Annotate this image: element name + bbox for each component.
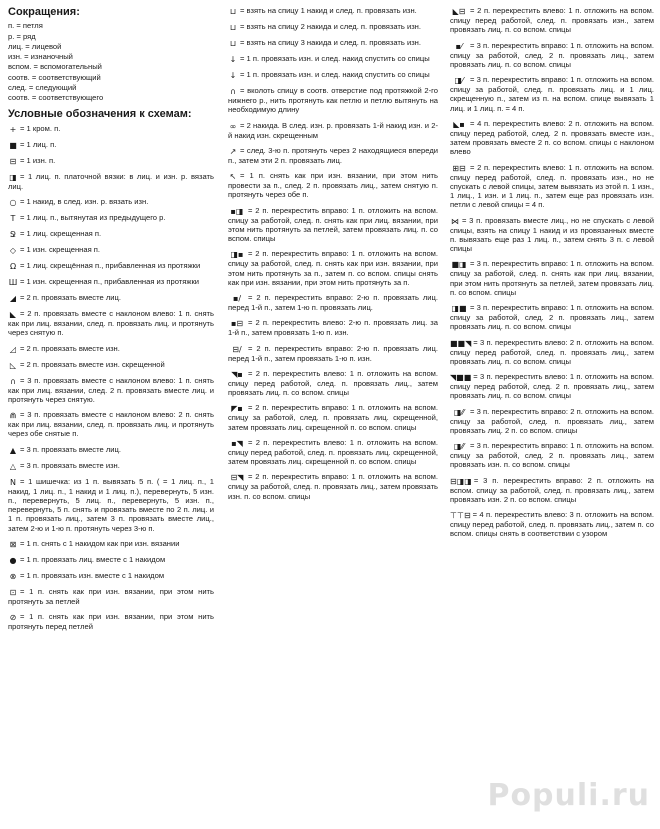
chart-symbol-icon: ◨⁄⁄	[453, 442, 465, 451]
chart-symbol-icon: ◇	[9, 246, 17, 256]
legend-entry	[8, 477, 214, 533]
legend-entry-text: = 1 изн. скрещенная п.	[20, 245, 101, 255]
legend-entry	[8, 309, 214, 338]
chart-symbol-icon: ◿	[9, 344, 17, 354]
legend-entry-text: = 2 п. провязать вместе изн.	[20, 343, 120, 353]
legend-entry-text: = взять на спицу 3 накида и след. п. провязать изн.	[240, 38, 421, 47]
chart-symbol-icon: △	[9, 461, 17, 471]
chart-symbol-icon: Ш	[8, 278, 18, 288]
legend-entry	[8, 245, 214, 255]
legend-entry-text: = 2 п. перекрестить вправо: 1 п. отложить на вспом. спицу за работой, след. п. снять как при лиц. вязании, при этом нить протянуть за петлей, затем провязать лиц. п. со вспом. спицы	[228, 205, 438, 243]
legend-entry-text: = 2 п. перекрестить влево: 1 п. отложить на вспом. спицу перед работой, след. п. провязать изн., но не спускать с левой спицы, затем вывязать из этой п. 1 изн., 1 лиц., 1 изн. и 1 лиц. п., затем еще раз провязать изн. петли с левой спицы = 4 п.	[450, 162, 654, 210]
legend-entry	[8, 140, 214, 150]
chart-symbol-icon: ⊡	[9, 587, 17, 597]
legend-entry-text: = 3 п. перекрестить вправо: 1 п. отложить на вспом. спицу за работой, след. п. провязать лиц. и 1 лиц. скрещенную п., затем из п. на вспом. спице вывязать 1 лиц. и 1 лиц. п. = 4 п.	[450, 75, 654, 113]
legend-entry	[228, 369, 438, 398]
legend-entry-text: = 1 кром. п.	[20, 123, 61, 133]
legend-entry	[228, 438, 438, 467]
legend-entry-text: = 4 п. перекрестить влево: 2 п. отложить на вспом. спицу перед работой, след. 2 п. провязать вместе изн., затем провязать вместе 2 п. со вспом. спицы с наклоном влево	[450, 118, 654, 157]
legend-entry	[228, 54, 438, 64]
legend-entry	[228, 146, 438, 165]
chart-symbol-icon: ○	[9, 198, 17, 208]
chart-symbol-icon: Ջ	[9, 230, 17, 240]
chart-symbol-icon: ▪◨	[230, 206, 244, 216]
legend-entry	[228, 38, 438, 48]
chart-symbol-icon: ◨■	[451, 304, 467, 313]
legend-entry	[228, 206, 438, 244]
legend-entry-text: = 2 п. провязать вместе изн. скрещенной	[20, 359, 165, 369]
legend-entry	[228, 86, 438, 115]
chart-symbol-icon: ⊔	[229, 39, 237, 48]
legend-entry-text: = взять на спицу 1 накид и след. п. провязать изн.	[240, 6, 417, 15]
chart-symbol-icon: ■	[9, 140, 17, 150]
abbreviation-item: п. = петля	[8, 21, 43, 31]
abbreviation-item: след. = следующий	[8, 82, 77, 92]
chart-symbol-icon: ⊘	[9, 613, 17, 623]
chart-symbol-icon: ◢	[9, 294, 17, 304]
chart-symbol-icon: ⋒	[9, 411, 17, 421]
legend-entry-text: = 1 п. провязать изн. вместе с 1 накидом	[20, 570, 165, 580]
abbreviations-title: Сокращения:	[8, 6, 80, 18]
legend-entry-text: = 2 п. перекрестить вправо: 1 п. отложить на вспом. спицу за работой, след. п. провязать лиц., затем провязать изн. п. со вспом. спицы	[228, 472, 438, 501]
legend-list-1	[8, 124, 214, 632]
chart-symbol-icon: ◺	[9, 360, 17, 370]
chart-symbol-icon: ⊟◨◨	[450, 476, 472, 486]
abbreviation-item: лиц. = лицевой	[8, 41, 62, 51]
column-1	[8, 6, 214, 637]
legend-entry	[450, 163, 654, 210]
legend-entry-text: = 1 лиц. п. платочной вязки: в лиц. и изн. р. вязать лиц.	[8, 171, 214, 191]
chart-symbol-icon: ⊟◥	[230, 473, 244, 483]
legend-entry	[8, 445, 214, 455]
legend-entry-text: = вколоть спицу в соотв. отверстие под протяжкой 2-го нижнего р., нить протянуть как петлю и петлю вытянуть на необходимую длину	[228, 86, 438, 115]
legend-entry	[228, 121, 438, 140]
legend-entry	[228, 171, 438, 200]
chart-symbol-icon: ◣	[9, 310, 17, 320]
legend-entry-text: = 1 лиц. п., вытянутая из предыдущего р.	[20, 213, 166, 223]
chart-symbol-icon: ∩	[230, 87, 236, 96]
legend-entry-text: = 1 п. снять как при изн. вязании, при этом нить протянуть за петлей	[8, 586, 214, 606]
legend-entry	[228, 472, 438, 501]
legend-entry-text: = 2 п. перекрестить влево: 2-ю п. провязать лиц. за 1-й п., затем провязать 1-ю п. изн.	[228, 318, 438, 338]
legend-entry	[450, 407, 654, 436]
legend-entry	[8, 612, 214, 631]
chart-symbol-icon: ◣⊟	[452, 7, 466, 16]
legend-entry-text: = 2 накида. В след. изн. р. провязать 1-й накид изн. и 2-й накид изн. скрещенным	[228, 120, 438, 140]
legend-entry-text: = 2 п. провязать вместе с наклоном влево: 1 п. снять как при лиц. вязании, след. п. провязать лиц. и протянуть через снятую п.	[8, 309, 214, 338]
legend-entry-text: = 3 п. перекрестить вправо: 2 п. отложить на вспом. спицу за работой, след. п. провязать лиц., затем провязать лиц. 2 п. со вспом. спицы	[450, 406, 654, 435]
legend-entry-text: = 1 лиц. скрещенная п.	[20, 229, 102, 239]
legend-entry	[450, 441, 654, 470]
legend-entry-text: = 2 п. перекрестить влево: 1 п. отложить на вспом. спицу перед работой, след. п. провязать лиц., затем провязать лиц. п. со вспом. спицы	[228, 368, 438, 397]
legend-entry	[8, 277, 214, 287]
chart-symbol-icon: ◨⁄	[454, 76, 464, 85]
chart-symbol-icon: ▪◥	[231, 438, 243, 448]
legend-entry-text: = 3 п. провязать вместе изн.	[20, 460, 120, 470]
chart-symbol-icon: ◣▪	[453, 119, 465, 129]
legend-entry	[8, 293, 214, 303]
legend-list-3	[450, 6, 654, 539]
legend-entry	[8, 229, 214, 239]
abbreviations-list	[8, 21, 214, 102]
abbreviation-item: соотв. = соответствующего	[8, 93, 104, 103]
legend-entry	[8, 261, 214, 271]
legend-entry	[8, 410, 214, 439]
chart-symbol-icon: ◨⁄⁄	[453, 407, 465, 417]
abbreviation-item: вспом. = вспомогательный	[8, 62, 102, 72]
legend-entry	[228, 293, 438, 312]
legend-entry-text: = след. 3-ю п. протянуть через 2 находящиеся впереди п., затем эти 2 п. провязать лиц.	[228, 145, 438, 165]
chart-symbol-icon: ■◨	[451, 260, 467, 270]
legend-entry	[8, 571, 214, 581]
legend-entry	[450, 476, 654, 505]
legend-entry-text: = 1 п. провязать изн. и след. накид спустить со спицы	[240, 70, 430, 79]
chart-symbol-icon: ∞	[229, 121, 237, 131]
legend-entry-text: = 1 накид, в след. изн. р. вязать изн.	[20, 197, 149, 207]
legend-entry	[450, 75, 654, 113]
legend-entry-text: = 3 п. перекрестить вправо: 2 п. отложить на вспом. спицу за работой, след. п. провязать лиц., затем провязать изн. 2 п. со вспом. спицы	[450, 475, 654, 504]
legend-entry-text: = 2 п. перекрестить вправо: 2-ю п. провязать лиц. перед 1-й п., затем провязать 1-ю п. изн.	[228, 343, 438, 363]
legend-entry	[8, 156, 214, 166]
legend-entry-text: = 1 лиц. скрещённая п., прибавленная из протяжки	[20, 261, 201, 271]
legend-entry	[228, 70, 438, 80]
legend-entry	[228, 6, 438, 16]
legend-entry-text: = 1 изн. п.	[20, 155, 56, 165]
legend-entry-text: = 2 п. провязать вместе лиц.	[20, 293, 121, 303]
legend-entry-text: = 3 п. провязать вместе лиц.	[20, 444, 121, 454]
column-3	[450, 6, 654, 545]
abbreviation-item: р. = ряд	[8, 31, 36, 41]
column-2	[228, 6, 438, 507]
legend-entry	[450, 259, 654, 297]
legend-entry-text: = 3 п. провязать вместе с наклоном влево: 1 п. снять как при лиц. вязании, след. 2 п. провязать вместе лиц. и протянуть через снятую.	[8, 375, 214, 404]
legend-entry-text: = 1 п. провязать изн. и след. накид спустить со спицы	[240, 54, 430, 63]
chart-symbol-icon: ⊟	[9, 156, 17, 166]
legend-entry-text: = 1 п. снять как при изн. вязании, при этом нить протянуть перед петлей	[8, 612, 214, 632]
legend-entry-text: = 3 п. перекрестить вправо: 1 п. отложить на вспом. спицу за работой, след. 2 п. провязать лиц., затем провязать изн. п. со вспом. спицы	[450, 441, 654, 470]
chart-symbol-icon: ⊞⊟	[452, 163, 466, 173]
chart-symbol-icon: ▪/	[232, 294, 242, 303]
legend-entry	[8, 213, 214, 223]
chart-symbol-icon: ◨▪	[230, 250, 244, 260]
chart-symbol-icon: T	[10, 214, 16, 224]
chart-symbol-icon: ●	[9, 555, 17, 565]
chart-symbol-icon: ⊠	[9, 539, 17, 549]
chart-symbol-icon: ▲	[9, 445, 17, 455]
chart-symbol-icon: ↗	[229, 146, 237, 156]
legend-entry	[8, 172, 214, 191]
legend-entry-text: = 3 п. перекрестить влево: 1 п. отложить на вспом. спицу перед работой, след. 2 п. провязать лиц., затем провязать лиц. п. со вспом. спицы	[450, 372, 654, 401]
chart-symbol-icon: +	[9, 124, 17, 134]
legend-entry	[450, 6, 654, 35]
legend-entry	[8, 461, 214, 471]
legend-entry-text: = 3 п. провязать вместе с наклоном влево: 2 п. снять как при лиц. вязании, след. п. провязать лиц. и протянуть через обе снятые п.	[8, 410, 214, 439]
chart-symbol-icon: ↓	[229, 55, 237, 64]
legend-entry-text: = 2 п. перекрестить влево: 1 п. отложить на вспом. спицу перед работой, след. п. провязать лиц. скрещенной, затем провязать лиц. скрещенной п. со вспом. спицы	[228, 437, 438, 466]
chart-symbol-icon: ∩	[10, 376, 16, 386]
legend-entry	[8, 360, 214, 370]
legend-entry-text: = 1 п. провязать лиц. вместе с 1 накидом	[20, 554, 166, 564]
legend-entry-text: = 1 п. снять с 1 накидом как при изн. вязании	[20, 538, 180, 548]
legend-entry	[228, 318, 438, 337]
chart-symbol-icon: ⊤⊤⊟	[450, 511, 471, 520]
legend-entry-text: = 2 п. перекрестить вправо: 1 п. отложить на вспом. спицу за работой, след. п. снять как при изн. вязании, при этом нить протянуть за п., затем п. со вспом. спицы снять как при изн. вязании, при этом нить протянуть за п.	[228, 249, 438, 287]
legend-entry	[228, 344, 438, 363]
watermark-logo: Populi.ru	[487, 778, 650, 814]
chart-symbol-icon: ▪⁄	[455, 41, 463, 51]
legend-list-2	[228, 6, 438, 501]
legend-entry-text: = 1 лиц. п.	[20, 139, 57, 149]
legend-entry	[8, 344, 214, 354]
abbreviation-item: соотв. = соответствующий	[8, 72, 101, 82]
legend-entry-text: = взять на спицу 2 накида и след. п. провязать изн.	[240, 22, 421, 31]
chart-symbol-icon: Ν	[10, 477, 16, 487]
chart-symbol-icon: ◥▪	[231, 369, 243, 379]
legend-entry-text: = 3 п. провязать вместе лиц., но не спускать с левой спицы, взять на спицу 1 накид и из провязанных вместе п. вывязать еще раз 1 лиц. п., затем снять 3 п. с левой спицы	[450, 215, 654, 253]
legend-entry-text: = 1 шишечка: из 1 п. вывязать 5 п. ( = 1 лиц. п., 1 накид, 1 лиц. п., 1 накид и 1 лиц. п.), перевернуть, 5 изн. п., перевернуть, 5 лиц. п., перевернуть, 5 изн. п., перевернуть, 5 п. снять и провязать вместе по 2 п. лиц. и 1 п. провязать лиц., затем 3 п. провязать вместе лиц., затем 2-ю и 1-ю п. протянуть через 3-ю п.	[8, 476, 214, 533]
chart-symbol-icon: ⊗	[9, 571, 17, 581]
chart-symbol-icon: ◤▪	[231, 404, 243, 414]
chart-symbol-icon: ▪⊟	[230, 319, 244, 329]
chart-symbol-icon: ↓	[229, 71, 237, 80]
legend-entry-text: = 2 п. перекрестить вправо: 1 п. отложить на вспом. спицу за работой, след. п. провязать лиц. скрещенной, затем провязать лиц. скрещенной п. со вспом. спицы	[228, 403, 438, 432]
legend-entry-text: = 1 изн. скрещенная п., прибавленная из протяжки	[20, 277, 200, 287]
legend-entry	[8, 555, 214, 565]
legend-entry-text: = 2 п. перекрестить вправо: 2-ю п. провязать лиц. перед 1-й п., затем 1-ю п. провязать лиц.	[228, 293, 438, 312]
legend-entry-text: = 4 п. перекрестить влево: 3 п. отложить на вспом. спицу перед работой, след. п. провязать лиц., затем п. со вспом. спицы снять в соответствии с узором	[450, 510, 654, 539]
abbreviation-item: изн. = изнаночный	[8, 52, 73, 62]
legend-entry-text: = 3 п. перекрестить влево: 2 п. отложить на вспом. спицу перед работой, след. п. провязать лиц., затем провязать лиц. п. со вспом. спицы	[450, 337, 654, 366]
chart-symbol-icon: ⊔	[229, 23, 237, 32]
legend-entry-text: = 1 п. снять как при изн. вязании, при этом нить провести за п., след. 2 п. провязать лиц., затем снятую п. протянуть через обе п.	[228, 171, 438, 200]
legend-entry	[8, 124, 214, 134]
legend-entry	[8, 197, 214, 207]
legend-entry	[8, 539, 214, 549]
legend-entry	[450, 510, 654, 539]
legend-entry	[8, 587, 214, 606]
legend-entry	[228, 22, 438, 32]
legend-entry	[450, 119, 654, 157]
chart-symbol-icon: ⊟/	[232, 344, 242, 354]
chart-symbol-icon: ■■◥	[450, 338, 472, 348]
legend-entry-text: = 2 п. перекрестить влево: 1 п. отложить на вспом. спицу перед работой, след. п. провязать изн., затем провязать лиц. п. со вспом. спицы	[450, 6, 654, 35]
chart-symbol-icon: ◥■■	[450, 373, 472, 382]
chart-symbol-icon: ↖	[229, 172, 237, 181]
legend-entry	[450, 303, 654, 332]
legend-entry	[228, 403, 438, 432]
legend-title: Условные обозначения к схемам:	[8, 108, 192, 121]
legend-entry	[228, 249, 438, 287]
legend-entry	[450, 338, 654, 367]
legend-entry	[450, 41, 654, 70]
legend-entry-text: = 3 п. перекрестить вправо: 1 п. отложить на вспом. спицу за работой, след. 2 п. провязать лиц., затем провязать лиц. п. со вспом. спицы	[450, 303, 654, 332]
chart-symbol-icon: ◨	[9, 172, 17, 182]
chart-symbol-icon: Ω	[9, 262, 17, 272]
chart-symbol-icon: ⊔	[229, 7, 237, 16]
legend-entry-text: = 3 п. перекрестить вправо: 1 п. отложить на вспом. спицу за работой, след. 2 п. провязать лиц., затем провязать лиц. п. со вспом. спицы	[450, 40, 654, 69]
chart-symbol-icon: ⋈	[451, 216, 459, 226]
legend-entry	[8, 376, 214, 405]
legend-entry	[450, 372, 654, 401]
legend-entry	[450, 216, 654, 254]
legend-entry-text: = 3 п. перекрестить вправо: 1 п. отложить на вспом. спицу за работой, след. п. снять как при лиц. вязании, при этом нить протянуть за петлей, затем провязать лиц. п. со вспом. спицы	[450, 259, 654, 297]
